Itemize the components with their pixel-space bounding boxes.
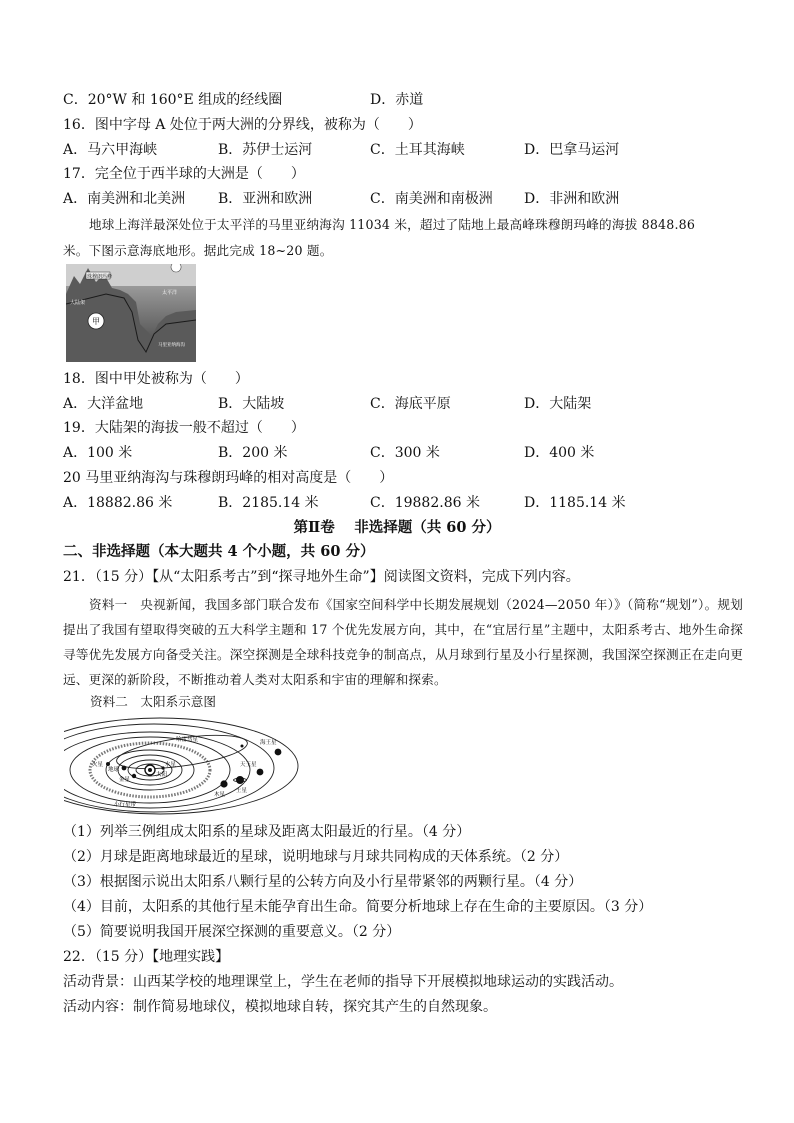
sun-core xyxy=(148,768,152,772)
q16-options xyxy=(63,140,743,160)
q20-option-c: C．19882.86 米 xyxy=(370,495,480,511)
label-asteroid-belt: 小行星带 xyxy=(114,802,137,808)
q22-background: 活动背景：山西某学校的地理课堂上，学生在老师的指导下开展模拟地球运动的实践活动。 xyxy=(63,974,623,990)
q19-stem: 19．大陆架的海拔一般不超过（ ） xyxy=(63,420,305,436)
solar-system-diagram xyxy=(64,716,300,818)
q15-option-c: C．20°W 和 160°E 组成的经线圈 xyxy=(63,92,283,108)
q17-option-a: A．南美洲和北美洲 xyxy=(63,191,186,207)
seafloor-figure xyxy=(66,264,196,362)
label-jia: 甲 xyxy=(92,317,100,326)
intro-line-1: 地球上海洋最深处位于太平洋的马里亚纳海沟 11034 米，超过了陆地上最高峰珠穆朗玛峰的海拔 8848.86 xyxy=(89,217,696,232)
q18-option-b: B．大陆坡 xyxy=(218,396,285,412)
part2-section-heading: 二、非选择题（本大题共 4 个小题，共 60 分） xyxy=(63,543,375,560)
mars-icon xyxy=(106,762,110,766)
q17-stem: 17．完全位于西半球的大洲是（ ） xyxy=(63,166,305,182)
q18-option-d: D．大陆架 xyxy=(524,396,592,412)
q22-stem: 22．（15 分）【地理实践】 xyxy=(63,949,230,965)
jupiter-icon xyxy=(220,780,227,787)
sun-decoration xyxy=(171,264,181,272)
venus-icon xyxy=(132,774,136,778)
label-saturn: 土星 xyxy=(236,788,248,794)
q17-options xyxy=(63,189,743,209)
q16-stem: 16．图中字母 A 处位于两大洲的分界线，被称为（ ） xyxy=(63,117,422,133)
solar-system-figure xyxy=(64,716,300,818)
q21-sub-5: （5）简要说明我国开展深空探测的重要意义。（2 分） xyxy=(63,924,401,940)
q15-option-d: D．赤道 xyxy=(370,92,424,108)
intro-line-2: 米。下图示意海底地形。据此完成 18~20 题。 xyxy=(63,243,333,258)
q18-stem: 18．图中甲处被称为（ ） xyxy=(63,371,249,387)
label-venus: 金星 xyxy=(119,777,131,783)
label-everest: 珠穆朗玛峰 xyxy=(87,274,113,280)
q20-stem: 20 马里亚纳海沟与珠穆朗玛峰的相对高度是（ ） xyxy=(63,470,394,486)
q17-option-b: B．亚洲和欧洲 xyxy=(218,191,313,207)
earth-icon xyxy=(122,766,127,771)
part2-title: 第Ⅱ卷 非选择题（共 60 分） xyxy=(293,519,501,536)
q22-content: 活动内容：制作简易地球仪，模拟地球自转，探究其产生的自然现象。 xyxy=(63,999,497,1015)
q19-option-a: A．100 米 xyxy=(63,445,133,461)
q18-options xyxy=(63,394,743,414)
label-jupiter: 木星 xyxy=(214,792,226,798)
q21-sub-3: （3）根据图示说出太阳系八颗行星的公转方向及小行星带紧邻的两颗行星。（4 分） xyxy=(63,874,583,890)
q21-sub-2: （2）月球是距离地球最近的星球，说明地球与月球共同构成的天体系统。（2 分） xyxy=(63,849,569,865)
q19-option-d: D．400 米 xyxy=(524,445,595,461)
label-sun: 太阳 xyxy=(156,772,168,778)
seafloor-diagram xyxy=(66,264,196,362)
label-mars: 火星 xyxy=(92,762,104,768)
label-trench: 马里亚纳海沟 xyxy=(158,343,185,348)
label-neptune: 海王星 xyxy=(260,740,277,746)
label-uranus: 天王星 xyxy=(240,762,257,768)
label-comet: 哈雷彗星 xyxy=(176,737,199,743)
label-mercury: 水星 xyxy=(165,762,177,768)
q21-material-1: 资料一 央视新闻，我国多部门联合发布《国家空间科学中长期发展规划（2024—2050 年）》（简称“规划”）。规划提出了我国有望取得突破的五大科学主题和 17 个优先发展方向，其中，在“宜居行星”主题中，太阳系考古、地外生命探寻等优先发展方向备受关注。深空探测是全球科技竞争的制高点，从月球到行星及小行星探测，我国深空探测正在走向更远、更深的新阶段，不断推动着人类对太阳系和宇宙的理解和探索。 xyxy=(63,597,743,687)
label-earth: 地球 xyxy=(108,767,120,773)
neptune-icon xyxy=(275,749,282,756)
q16-option-b: B．苏伊士运河 xyxy=(218,142,313,158)
q21-sub-4: （4）目前，太阳系的其他行星未能孕育出生命。简要分析地球上存在生命的主要原因。（3 分） xyxy=(63,899,653,915)
q18-option-a: A．大洋盆地 xyxy=(63,396,144,412)
q16-option-d: D．巴拿马运河 xyxy=(524,142,620,158)
q21-stem: 21．（15 分）【从“太阳系考古”到“探寻地外生命”】阅读图文资料，完成下列内容。 xyxy=(63,569,580,585)
saturn-icon xyxy=(236,776,244,784)
q19-option-b: B．200 米 xyxy=(218,445,288,461)
comet-icon xyxy=(241,745,244,748)
q19-options xyxy=(63,443,743,463)
q18-option-c: C．海底平原 xyxy=(370,396,451,412)
uranus-icon xyxy=(257,769,264,776)
q17-option-c: C．南美洲和南极洲 xyxy=(370,191,493,207)
q17-option-d: D．非洲和欧洲 xyxy=(524,191,620,207)
q21-material-2-caption: 资料二 太阳系示意图 xyxy=(90,694,216,709)
q21-sub-1: （1）列举三例组成太阳系的星球及距离太阳最近的行星。（4 分） xyxy=(63,824,471,840)
q20-option-b: B．2185.14 米 xyxy=(218,495,319,511)
label-pacific: 太平洋 xyxy=(162,290,178,296)
q15-options xyxy=(63,90,743,110)
q20-option-a: A．18882.86 米 xyxy=(63,495,173,511)
q19-option-c: C．300 米 xyxy=(370,445,440,461)
q16-option-a: A．马六甲海峡 xyxy=(63,142,158,158)
q20-option-d: D．1185.14 米 xyxy=(524,495,626,511)
label-shelf: 大陆架 xyxy=(70,300,86,306)
q20-options xyxy=(63,493,743,513)
q16-option-c: C．土耳其海峡 xyxy=(370,142,465,158)
